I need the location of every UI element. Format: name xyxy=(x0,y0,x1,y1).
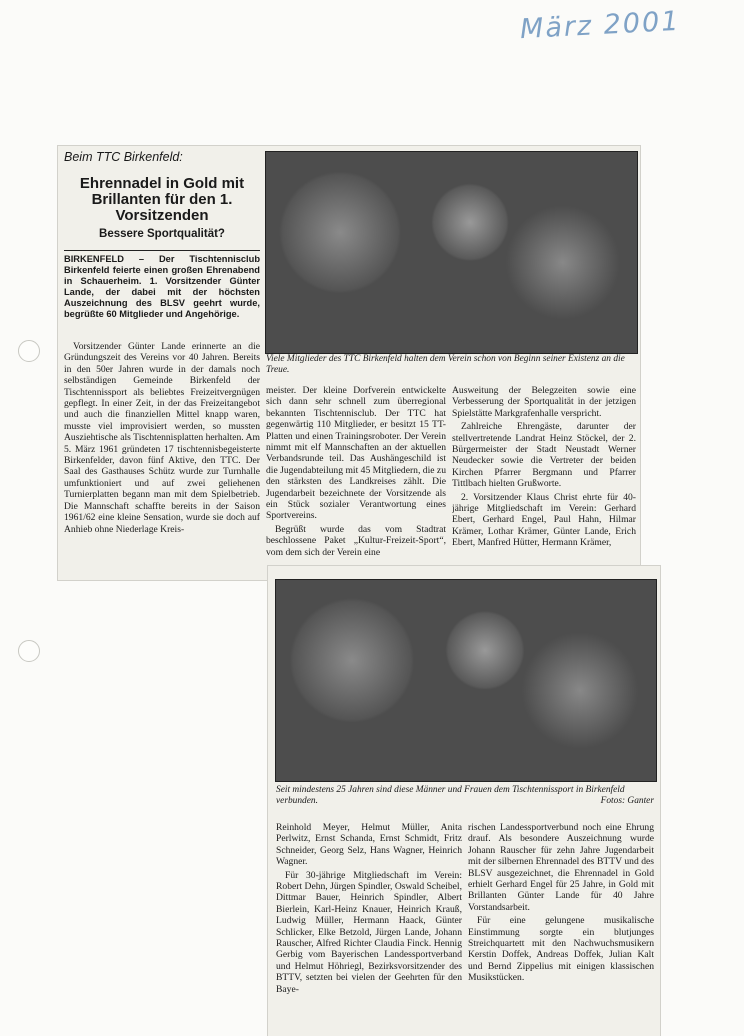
handwritten-date: März 2001 xyxy=(519,5,682,46)
lead-paragraph: BIRKENFELD – Der Tischtennisclub Birkenfeld feierte einen großen Ehrenabend in Schauerheim. 1. Vorsitzender Günter Lande, der dabei mit der höchsten Auszeichnung des BLSV geehrt wurde, begrüßte 60 Mitglieder und Angehörige. xyxy=(64,254,260,319)
photo-longtime-members xyxy=(275,579,657,782)
headline: Ehrennadel in Gold mit Brillanten für den 1. Vorsitzenden xyxy=(79,175,245,224)
punch-hole-bottom xyxy=(18,640,40,662)
col4-text: Reinhold Meyer, Helmut Müller, Anita Perlwitz, Ernst Schanda, Ernst Schmidt, Fritz Schneider, Georg Selz, Hans Wagner, Heinrich Wagner. xyxy=(276,822,462,868)
headline-box xyxy=(64,150,260,240)
headline-rule xyxy=(64,250,260,251)
column-3 xyxy=(452,385,636,577)
column-1 xyxy=(64,341,260,577)
col3c-text: 2. Vorsitzender Klaus Christ ehrte für 40-jährige Mitgliedschaft im Verein: Gerhard Ebert, Gerhard Engel, Paul Hahn, Hilmar Krämer, Lothar Krämer, Günter Lande, Erich Ebert, Manfred Hütter, Hermann Krämer, xyxy=(452,491,636,549)
col3b-text: Zahlreiche Ehrengäste, darunter der stellvertretende Landrat Heinz Stöckel, der 2. Bürgermeister der Stadt Neustadt Werner Neudecker sowie die Vertreter der beiden Kirchen Pfarrer Bergmann und Pfarrer Tittlbach hielten Grußworte. xyxy=(452,421,636,490)
col2b-text: Begrüßt wurde das vom Stadtrat beschlossene Paket „Kultur-Freizeit-Sport“, vom dem sich der Verein eine xyxy=(266,523,446,558)
photo-credit: Fotos: Ganter xyxy=(600,796,654,806)
photo-club-members xyxy=(265,151,638,354)
column-5 xyxy=(468,822,654,1022)
col4b-text: Für 30-jährige Mitgliedschaft im Verein: Robert Dehn, Jürgen Spindler, Oswald Scheibel, Dittmar Bauer, Heinrich Spindler, Albert Bierlein, Karl-Heinz Knauer, Heinrich Krauß, Ludwig Müller, Hermann Haack, Günter Schlicker, Elke Betzold, Jürgen Lande, Johann Rauscher, Alfred Richter Claudia Finck. Hennig Gerbig vom Bayerischen Landessportverband und Helmut Höhriegl, Bezirksvorsitzender des BTTV, setzten bei vielen der Geehrten für den Baye- xyxy=(276,869,462,995)
col5b-text: Für eine gelungene musikalische Einstimmung sorgte ein blutjunges Streichquartett mit den Nachwuchsmusikern Kerstin Doffek, Andreas Doffek, Julian Kalt und Bernd Zippelius mit einigen klassischen Musikstücken. xyxy=(468,915,654,984)
col3-text: Ausweitung der Belegzeiten sowie eine Verbesserung der Sportqualität in der jetzigen Spielstätte Markgrafenhalle verspricht. xyxy=(452,385,636,419)
column-4 xyxy=(276,822,462,1022)
col1-text: Vorsitzender Günter Lande erinnerte an die Gründungszeit des Vereins vor 40 Jahren. Bereits in den 50er Jahren wurde in der damals noch selbständigen Gemeinde Birkenfeld der Tischtennissport als beliebtes Freizeitvergnügen gepflegt. In einer Zeit, in der das Freizeitangebot und auch die finanziellen Mittel knapp waren, musste viel improvisiert werden, so mussten Ausziehtische als Tischtennisplatten herhalten. Am 5. März 1961 gründeten 17 tischtennisbegeisterte Birkenfelder, davon fünf Aktive, den TTC. Der Saal des Gasthauses Schütz wurde zur Turnhalle umfunktioniert und auf zwei geliehenen Turnierplatten begann man mit dem Spielbetrieb. Die Mannschaft schaffte bereits in der Saison 1961/62 eine kleine Sensation, wurde sie doch auf Anhieb ohne Niederlage Kreis- xyxy=(64,341,260,535)
kicker: Beim TTC Birkenfeld: xyxy=(64,150,183,164)
photo1-caption: Viele Mitglieder des TTC Birkenfeld halten dem Verein schon von Beginn seiner Existenz an die Treue. xyxy=(266,354,625,375)
column-2 xyxy=(266,385,446,577)
subheadline: Bessere Sportqualität? xyxy=(99,228,225,240)
col5-text: rischen Landessportverbund noch eine Ehrung drauf. Als besondere Auszeichnung wurde Johann Rauscher für zehn Jahre Jugendarbeit mit der silbernen Ehrennadel des BTTV und des BLSV ausgezeichnet, die Ehrennadel in Gold erhielt Gerhard Engel für 25 Jahre, in Gold mit Brillanten Günter Lande für 40 Jahre Vorstandsarbeit. xyxy=(468,822,654,913)
photo2-caption xyxy=(276,785,654,807)
photo2-caption-text: Seit mindestens 25 Jahren sind diese Männer und Frauen dem Tischtennissport in Birkenfeld verbunden. xyxy=(276,785,625,806)
col2-text: meister. Der kleine Dorfverein entwickelte sich dann sehr schnell zum überregional bekannten Tischtennisclub. Der TTC hat gegenwärtig 110 Mitglieder, er besitzt 15 TT-Platten und einen Trainingsroboter. Der Verein nimmt mit elf Mannschaften an der aktuellen Verbandsrunde teil. Das Aushängeschild ist die Jugendabteilung mit 45 Mitgliedern, die zu den stärksten des Landkreises zählt. Die Jugendarbeit bezeichnete der Vorsitzende als ein Stück sozialer Verantwortung eines Sportvereins. xyxy=(266,385,446,522)
punch-hole-top xyxy=(18,340,40,362)
